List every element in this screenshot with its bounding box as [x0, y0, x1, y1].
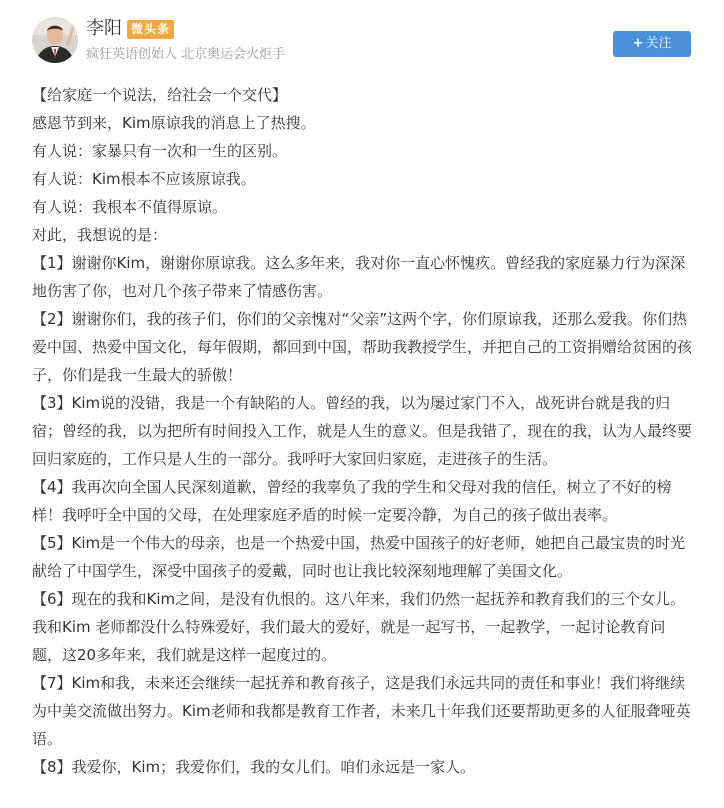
- plus-icon: +: [632, 36, 644, 51]
- post-paragraph: 【2】谢谢你们，我的孩子们，你们的父亲愧对“父亲”这两个字，你们原谅我，还那么爱我。你们热爱中国、热爱中国文化，每年假期，都回到中国，帮助我教授学生，并把自己的工资捐赠给贫困的孩子，你们是我一生最大的骄傲！: [32, 310, 693, 384]
- post-paragraph: 对此，我想说的是：: [32, 226, 168, 244]
- avatar[interactable]: [32, 17, 78, 63]
- post-paragraph: 【6】现在的我和Kim之间，是没有仇恨的。这八年来，我们仍然一起抚养和教育我们的三个女儿。我和Kim 老师都没什么特殊爱好，我们最大的爱好，就是一起写书，一起教学，一起讨论教育问题，这20多年来，我们就是这样一起度过的。: [32, 590, 686, 664]
- post-header: [0, 0, 724, 78]
- post-paragraph: 【8】我爱你，Kim；我爱你们，我的女儿们。咱们永远是一家人。: [32, 758, 476, 776]
- weitoutiao-badge: 微头条: [127, 20, 174, 39]
- post-paragraph: 【给家庭一个说法，给社会一个交代】: [32, 86, 288, 104]
- post-paragraph: 有人说：家暴只有一次和一生的区别。: [32, 142, 288, 160]
- follow-button[interactable]: [613, 31, 691, 57]
- post-paragraph: 【5】Kim是一个伟大的母亲，也是一个热爱中国，热爱中国孩子的好老师，她把自己最宝贵的时光献给了中国学生，深受中国孩子的爱戴，同时也让我比较深刻地理解了美国文化。: [32, 534, 686, 580]
- post-paragraph: 【1】谢谢你Kim，谢谢你原谅我。这么多年来，我对你一直心怀愧疚。曾经我的家庭暴力行为深深地伤害了你，也对几个孩子带来了情感伤害。: [32, 254, 686, 300]
- author-name[interactable]: 李阳: [86, 18, 122, 39]
- post-paragraph: 感恩节到来，Kim原谅我的消息上了热搜。: [32, 114, 316, 132]
- author-description: 疯狂英语创始人 北京奥运会火炬手: [86, 47, 286, 62]
- post-paragraph: 【7】Kim和我，未来还会继续一起抚养和教育孩子，这是我们永远共同的责任和事业！我们将继续为中美交流做出努力。Kim老师和我都是教育工作者，未来几十年我们还要帮助更多的人征服聋哑英语。: [32, 674, 691, 748]
- post-paragraph: 【3】Kim说的没错，我是一个有缺陷的人。曾经的我，以为屡过家门不入，战死讲台就是我的归宿；曾经的我，以为把所有时间投入工作，就是人生的意义。但是我错了，现在的我，认为人最终要回归家庭的，工作只是人生的一部分。我呼吁大家回归家庭，走进孩子的生活。: [32, 394, 693, 468]
- post-paragraph: 【4】我再次向全国人民深刻道歉，曾经的我辜负了我的学生和父母对我的信任，树立了不好的榜样！我呼吁全中国的父母，在处理家庭矛盾的时候一定要冷静，为自己的孩子做出表率。: [32, 478, 672, 524]
- post-content: [32, 81, 692, 781]
- post-paragraph: 有人说：Kim根本不应该原谅我。: [32, 170, 256, 188]
- post-paragraph: 有人说：我根本不值得原谅。: [32, 198, 228, 216]
- avatar-photo: [32, 17, 78, 63]
- follow-label: 关注: [645, 36, 672, 51]
